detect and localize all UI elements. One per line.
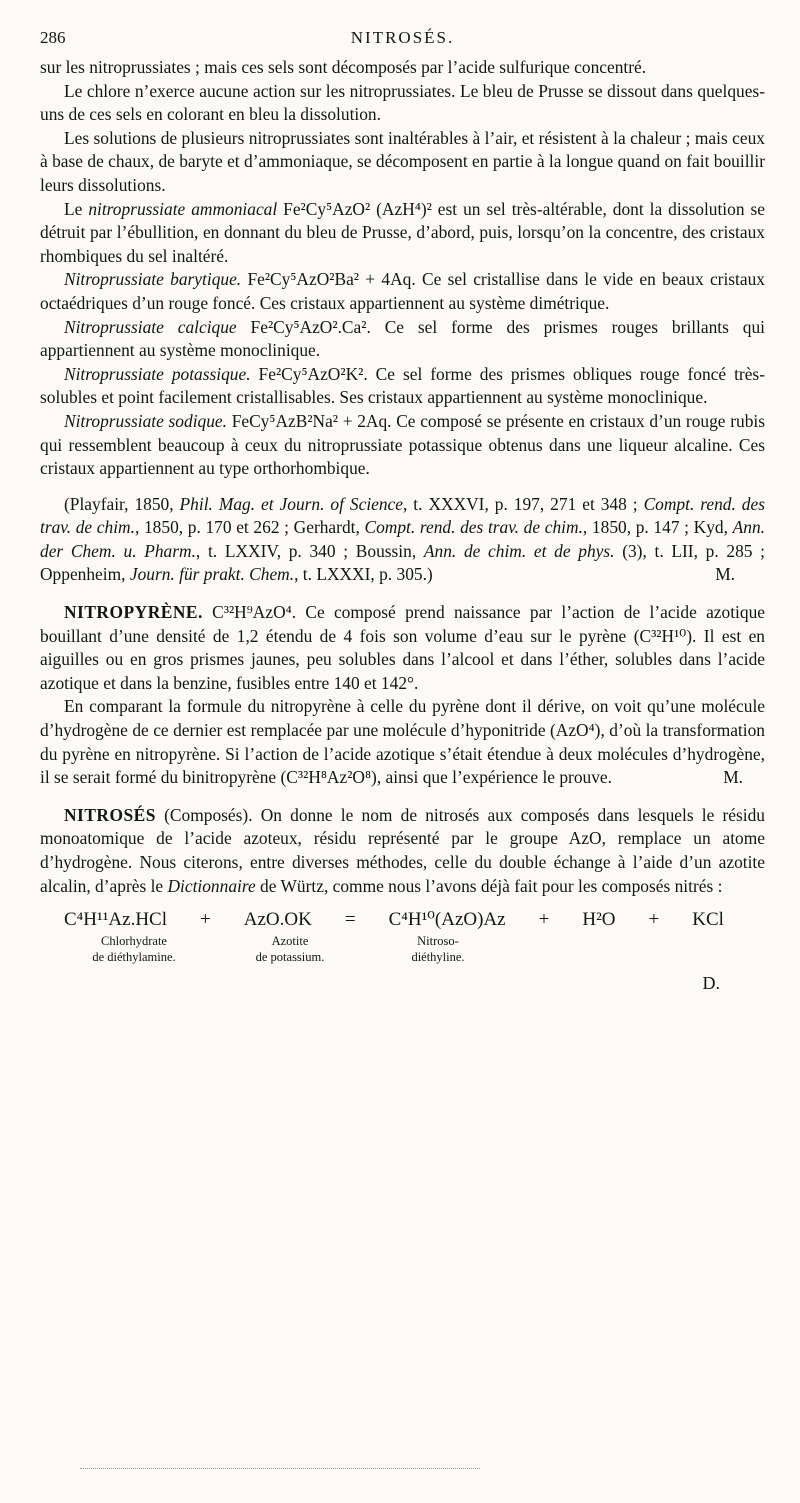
text: (Composés). On donne le nom de nitrosés aux composés dans lesquels le résidu monoatomique de l’acide azoteux, résidu représenté par le groupe AzO, remplace un atome d’hydrogène. Nous citerons, entre diverses méthodes, celle du double échange à l’aide d’un azotite alcalin, d’après le [40,804,765,896]
text: , 1850, p. 170 et 262 ; Gerhardt, [134,517,365,538]
equation-term: C⁴H¹¹Az.HCl [64,909,167,931]
final-signature: D. [702,973,720,994]
term-italic: Nitroprussiate potassique. [64,363,251,384]
nitropyrene-entry [40,601,765,695]
citation-italic: Compt. rend. des trav. de chim. [364,517,583,538]
text: C³²H⁹AzO⁴. Ce composé prend naissance par l’action de l’acide azotique bouillant d’une densité de 1,2 étendu de 4 fois son volume d’eau sur le pyrène (C³²H¹⁰). Il est en aiguilles ou en gros prismes jaunes, peu solubles dans l’alcool et dans l’éther, solubles dans l’acide azotique et dans la benzine, fusibles entre 140 et 142°. [40,602,765,693]
spacer [40,790,765,804]
paragraph-barytique [40,268,765,315]
term-italic: Nitroprussiate barytique. [64,269,242,290]
equation-term: H²O [582,909,616,931]
reaction-equation [40,908,724,931]
text: , t. LXXXI, p. 305.) [294,564,433,585]
text: , 1850, p. 147 ; Kyd, [582,517,733,538]
citation-italic: Phil. Mag. et Journ. of Science [179,493,403,514]
caption-line: diéthyline. [411,950,465,965]
paragraph-calcique [40,316,765,363]
references [40,493,765,587]
caption-reactant-1 [64,933,204,965]
text: Fe²Cy⁵AzO²K². Ce sel forme des prismes obliques rouge foncé très-solubles et point facilement cristallisables. Ses cristaux appartiennent au système monoclinique. [40,363,765,408]
text: Fe²Cy⁵AzO².Ca². Ce sel forme des prismes rouges brillants qui appartiennent au système monoclinique. [40,316,765,361]
caption-line: Chlorhydrate [101,934,167,949]
caption-line: Azotite [271,934,309,949]
paragraph-2: Le chlore n’exerce aucune action sur les nitroprussiates. Le bleu de Prusse se dissout dans quelques-uns de ces sels en colorant en bleu la dissolution. [40,80,765,125]
caption-line: Nitroso- [417,934,459,949]
text: (Playfair, 1850, [64,493,180,514]
text: Le [64,198,89,219]
equation-operator: + [200,909,211,931]
citation-italic: Ann. de chim. et de phys. [423,540,615,561]
equation-term: AzO.OK [243,909,312,931]
equation-captions [40,933,765,965]
nitroses-entry [40,804,765,898]
text: , t. LXXIV, p. 340 ; Boussin, [195,540,424,561]
text: En comparant la formule du nitropyrène à celle du pyrène dont il dérive, on voit qu’une molécule d’hydrogène de ce dernier est remplacée par une molécule d’hyponitride (AzO⁴), d’où la transformation du pyrène en nitropyrène. Si l’action de l’acide azotique s’était étendue à deux molécules d’hydrogène, il se serait formé du binitropyrène (C³²H⁸Az²O⁸), ainsi que l’expérience le prouve. [40,696,765,788]
document-page [40,28,765,994]
citation-italic: Dictionnaire [167,875,256,896]
running-title: NITROSÉS. [350,28,455,47]
page-number: 286 [40,28,66,47]
citation-italic: Journ. für prakt. Chem. [129,564,295,585]
author-signature: M. [715,564,735,585]
paragraph-potassique [40,363,765,410]
spacer [40,481,765,493]
caption-line: de potassium. [255,950,325,965]
nitropyrene-paragraph-2 [40,695,765,789]
spacer [40,587,765,601]
term-italic: Nitroprussiate calcique [64,316,237,337]
term-italic: Nitroprussiate sodique. [64,410,227,431]
page-header [40,28,765,56]
equation-term: KCl [692,909,724,931]
paragraph-3: Les solutions de plusieurs nitroprussiates sont inaltérables à l’air, et résistent à la chaleur ; mais ceux à base de chaux, de baryte et d’ammoniaque, se décomposent en partie à la longue quand on fait bouillir leurs dissolutions. [40,127,765,195]
equation-operator: + [648,909,660,931]
text: (3), t. LII, p. 285 ; Oppenheim, [40,540,765,585]
paragraph-1: sur les nitroprussiates ; mais ces sels sont décomposés par l’acide sulfurique concentré. [40,57,647,77]
term-italic: nitroprussiate ammoniacal [88,198,278,219]
citation-italic: Compt. rend. des trav. de chim. [40,493,765,538]
equation-operator: = [344,909,356,931]
text: de Würtz, comme nous l’avons déjà fait pour les composés nitrés : [255,875,723,896]
author-signature: M. [723,767,743,788]
caption-line: de diéthylamine. [92,950,176,965]
caption-product [378,933,498,965]
caption-reactant-2 [230,933,350,965]
text: Fe²Cy⁵AzO²Ba² + 4Aq. Ce sel cristallise dans le vide en beaux cristaux octaédriques d’un rouge foncé. Ces cristaux appartiennent au système dimétrique. [40,269,765,313]
entry-heading: NITROSÉS [64,804,156,825]
footer-rule [80,1468,480,1470]
text: FeCy⁵AzB²Na² + 2Aq. Ce composé se présente en cristaux d’un rouge rubis qui ressemblent beaucoup à ceux du nitroprussiate potassique obtenus dans une liqueur alcaline. Ces cristaux appartiennent au type orthorhombique. [40,410,765,479]
equation-term: C⁴H¹⁰(AzO)Az [388,909,506,931]
text: , t. XXXVI, p. 197, 271 et 348 ; [403,493,644,514]
citation-italic: Ann. der Chem. u. Pharm. [40,517,765,561]
paragraph-sodique [40,410,765,481]
paragraph-ammoniacal [40,198,765,269]
equation-operator: + [538,909,550,931]
text: Fe²Cy⁵AzO² (AzH⁴)² est un sel très-altérable, dont la dissolution se détruit par l’ébullition, en donnant du bleu de Prusse, d’abord, puis, lorsqu’on la concentre, des cristaux rhombiques du sel inaltéré. [40,198,765,266]
entry-heading: NITROPYRÈNE. [64,602,203,623]
